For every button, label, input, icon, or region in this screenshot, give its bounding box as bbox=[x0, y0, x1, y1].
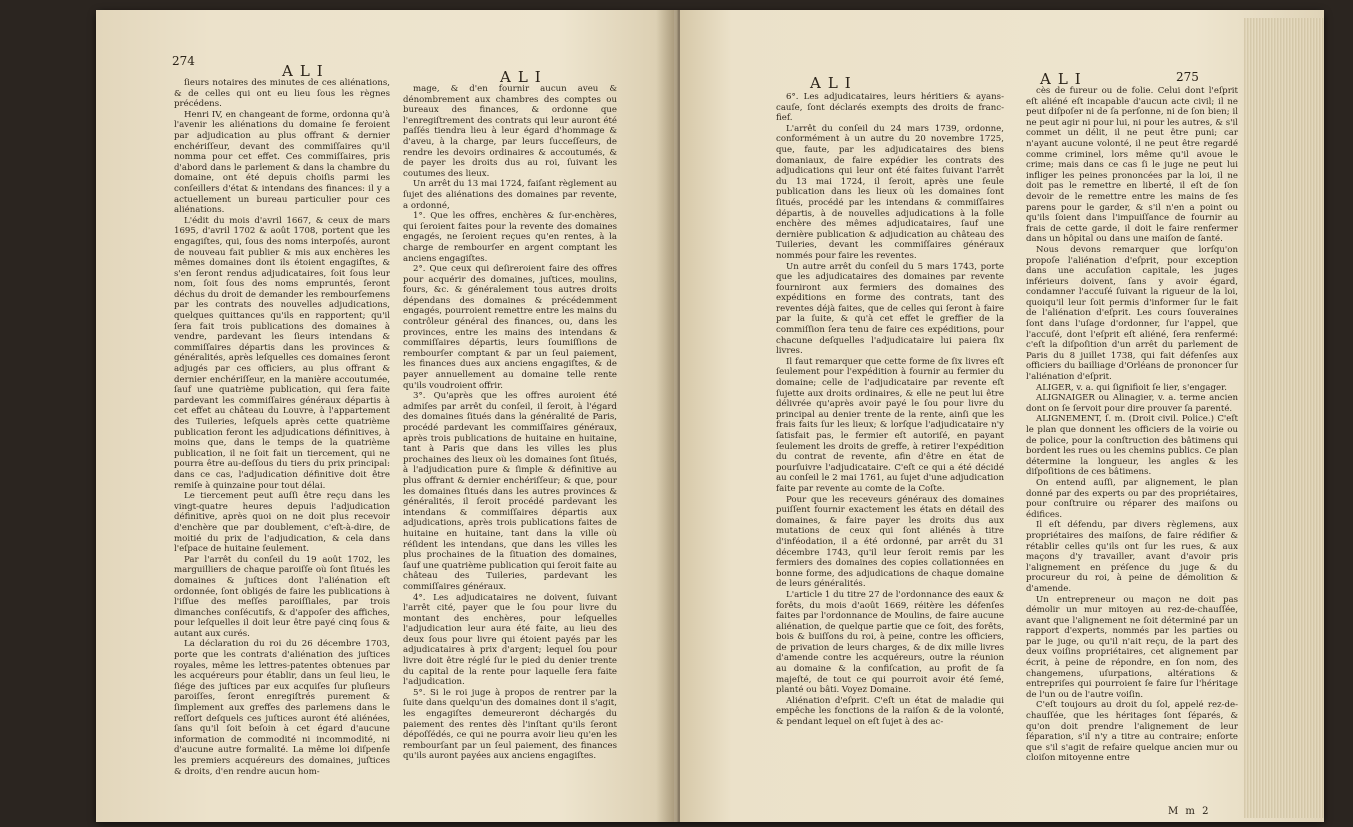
paragraph: 2°. Que ceux qui deſireroient faire des offres pour acquérir des domaines, juſtices, moulins, fours, &c. & généralement tous autres droits dépendans des domaines & précédemment engagés, pourroient remettre entre les mains du contrôleur général des finances, ou, dans les provinces, entre les mains des intendans & commiſſaires départis, leurs ſoumiſſions de rembourſer comptant & par un ſeul paiement, les finances dues aux anciens engagiſtes, & de payer annuellement au domaine telle rente qu'ils voudroient offrir. bbox=[403, 264, 617, 391]
paragraph: Pour que les receveurs généraux des domaines puiſſent fournir exactement les états en détail des domaines, & faire payer les droits dus aux mutations de ceux qui ſont aliénés à titre d'inféodation, il a été ordonné, par arrêt du 31 décembre 1743, qu'il leur ſeroit remis par les fermiers des domaines des copies collationnées en bonne forme, des adjudications de chaque domaine de leurs généralités. bbox=[776, 494, 1004, 590]
paragraph: ALIGER, v. a. qui ſignifioit ſe lier, s'engager. bbox=[1036, 382, 1228, 393]
paragraph: Il eſt défendu, par divers règlemens, aux propriétaires des maiſons, de faire rédifier & rétablir celles qu'ils ont ſur les rues, & aux maçons d'y travailler, avant d'avoir pris l'alignement en préſence du juge & du procureur du roi, à peine de démolition & d'amende. bbox=[1026, 520, 1238, 594]
paragraph: C'eſt toujours au droit du ſol, appelé rez-de-chauſſée, que les héritages ſont ſéparés, & qu'on doit prendre l'alignement de leur ſéparation, s'il n'y a titre au contraire; enſorte que s'il s'agit de refaire quelque ancien mur ou cloiſon mitoyenne entre bbox=[1026, 700, 1238, 764]
right-column-1 bbox=[776, 92, 1004, 804]
open-book bbox=[96, 10, 1324, 822]
paragraph: 5°. Si le roi juge à propos de rentrer par la ſuite dans quelqu'un des domaines dont il s'agit, les engagiſtes demeureront déchargés du paiement des rentes dès l'inſtant qu'ils ſeront dépoſſédés, ce qui ne pourra avoir lieu qu'en les rembourſant par un ſeul paiement, des finances qu'ils auront payées aux anciens engagiſtes. bbox=[403, 687, 617, 762]
left-running-head-1: ALI bbox=[282, 62, 330, 80]
paragraph: La déclaration du roi du 26 décembre 1703, porte que les contrats d'aliénation des juſtices royales, même les lettres-patentes obtenues par les acquéreurs pour établir, dans un ſeul lieu, le ſiége des juſtices par eux acquiſes ſur pluſieurs paroiſſes, ſeront enregiſtrés purement & ſimplement aux greffes des parlemens dans le reſſort deſquels ces juſtices auront été aliénées, ſans qu'il ſoit beſoin à cet égard d'aucune information de commodité ni incommodité, ni d'aucune autre formalité. La même loi diſpenſe les premiers acquéreurs des domaines, juſtices & droits, d'en rendre aucun hom- bbox=[174, 639, 390, 777]
paragraph: 4°. Les adjudicataires ne doivent, ſuivant l'arrêt cité, payer que le ſou pour livre du montant des enchères, pour leſquelles l'adjudication leur aura été faite, au lieu des deux ſous pour livre qui étoient payés par les adjudicataires à prix d'argent; lequel ſou pour livre doit être réglé ſur le pied du denier trente du capital de la rente pour laquelle ſera faite l'adjudication. bbox=[403, 592, 617, 688]
paragraph: ſieurs notaires des minutes de ces aliénations, & de celles qui ont eu lieu ſous les règnes précédens. bbox=[174, 78, 390, 110]
paragraph: Henri IV, en changeant de forme, ordonna qu'à l'avenir les aliénations du domaine ſe feroient par adjudication au plus offrant & dernier enchériſſeur, devant des commiſſaires qu'il nomma pour cet effet. Ces commiſſaires, pris d'abord dans le parlement & dans la chambre du domaine, ont été depuis choiſis parmi les conſeillers d'état & intendans des finances: il y a actuellement un bureau particulier pour ces aliénations. bbox=[174, 109, 390, 216]
left-running-head-2: ALI bbox=[500, 68, 548, 86]
page-edges bbox=[1244, 18, 1324, 818]
left-page-number: 274 bbox=[172, 54, 195, 68]
paragraph: Le tiercement peut auſſi être reçu dans les vingt-quatre heures depuis l'adjudication définitive, après quoi on ne doit plus recevoir d'enchère que par doublement, c'eſt-à-dire, de moitié du prix de l'adjudication, & cela dans l'eſpace de huitaine ſeulement. bbox=[174, 491, 390, 555]
paragraph: cès de fureur ou de folie. Celui dont l'eſprit eſt aliéné eſt incapable d'aucun acte civil; il ne peut diſpoſer ni de ſa perſonne, ni de ſon bien; il ne peut agir ni pour lui, ni pour les autres, & s'il commet un délit, il ne peut être puni; car n'ayant aucune volonté, il ne peut être regardé comme criminel, lors même qu'il avoue le crime; mais dans ce cas ſi le juge ne peut lui infliger les peines prononcées par la loi, il ne doit pas le remettre en liberté, il eſt de ſon devoir de le remettre entre les mains de ſes parens pour le garder, & s'il n'en a point ou qu'ils ſoient dans l'impuiſſance de fournir au frais de cette garde, il doit le faire renfermer dans un hôpital ou dans une maiſon de ſanté. bbox=[1026, 86, 1238, 245]
right-running-head-2: ALI bbox=[1040, 70, 1088, 88]
paragraph: L'arrêt du conſeil du 24 mars 1739, ordonne, conformément à un autre du 20 novembre 1725, que, faute, par les adjudicataires des biens domaniaux, de faire expédier les contrats des adjudications qui leur ont été faites ſuivant l'arrêt du 13 mai 1724, il ſeroit, après une ſeule publication dans les lieux où les domaines ſont ſitués, procédé par les intendans & commiſſaires départis, à de nouvelles adjudications à la folle enchère des mêmes adjudicataires, ſauf une dernière publication & adjudication au château des Tuileries, devant les commiſſaires généraux nommés pour faire les reventes. bbox=[776, 123, 1004, 261]
left-column-1 bbox=[174, 78, 390, 778]
left-column-2 bbox=[403, 84, 617, 784]
paragraph: Il faut remarquer que cette forme de ſix livres eſt ſeulement pour l'expédition à fournir au fermier du domaine; celle de l'adjudicataire par revente eſt ſujette aux droits ordinaires, & elle ne peut lui être délivrée qu'après avoir payé le ſou pour livre du principal au denier trente de la rente, ainſi que les frais faits ſur les lieux; & lorſque l'adjudicataire n'y ſatisfait pas, le fermier eſt autoriſé, en payant ſeulement les droits de greffe, à retirer l'expédition du contrat de revente, afin d'être en état de pourſuivre l'adjudicataire. C'eſt ce qui a été décidé au conſeil le 2 mai 1761, au ſujet d'une adjudication faite par revente au comte de la Coſte. bbox=[776, 356, 1004, 494]
paragraph: 1°. Que les offres, enchères & ſur-enchères, qui ſeroient faites pour la revente des domaines engagés, ne ſeroient reçues qu'en rentes, à la charge de rembourſer en argent comptant les anciens engagiſtes. bbox=[403, 211, 617, 264]
right-page-number: 275 bbox=[1176, 70, 1199, 84]
signature-mark: M m 2 bbox=[1168, 806, 1211, 817]
paragraph: Un entrepreneur ou maçon ne doit pas démolir un mur mitoyen au rez-de-chauſſée, avant que l'alignement ne ſoit déterminé par un rapport d'experts, nommés par les parties ou par le juge, ou qu'il n'ait reçu, de la part des deux voiſins propriétaires, cet alignement par écrit, à peine de répondre, en ſon nom, des changemens, uſurpations, altérations & entrepriſes qui pourroient ſe faire ſur l'héritage de l'un ou de l'autre voiſin. bbox=[1026, 594, 1238, 700]
left-page bbox=[96, 10, 674, 822]
paragraph: 3°. Qu'après que les offres auroient été admiſes par arrêt du conſeil, il ſeroit, à l'égard des domaines ſitués dans la généralité de Paris, procédé pardevant les commiſſaires généraux, après trois publications de huitaine en huitaine, tant à Paris que dans les villes les plus prochaines des lieux où les domaines ſont ſitués, à l'adjudication pure & ſimple & définitive au plus offrant & dernier enchériſſeur; & que, pour les domaines ſitués dans les autres provinces & généralités, il ſeroit procédé pardevant les intendans & commiſſaires départis aux adjudications, après trois publications faites de huitaine en huitaine, tant dans la ville où réſident les intendans, que dans les villes les plus prochaines de la ſituation des domaines, ſauf une quatrième publication qui ſeroit faite au château des Tuileries, pardevant les commiſſaires généraux. bbox=[403, 391, 617, 592]
paragraph: On entend auſſi, par alignement, le plan donné par des experts ou par des propriétaires, pour conſtruire ou réparer des maiſons ou édifices. bbox=[1026, 477, 1238, 520]
paragraph: ALIGNAIGER ou Alinagier, v. a. terme ancien dont on ſe ſervoit pour dire prouver ſa parenté. bbox=[1026, 393, 1238, 414]
paragraph: Nous devons remarquer que lorſqu'on propoſe l'aliénation d'eſprit, pour exception dans une accuſation capitale, les juges inférieurs doivent, ſans y avoir égard, condamner l'accuſé ſuivant la rigueur de la loi, quoiqu'il leur ſoit permis d'informer ſur le fait de l'aliénation d'eſprit. Les cours ſouveraines ſont dans l'uſage d'ordonner, ſur l'appel, que l'accuſé, dont l'eſprit eſt aliéné, ſera renfermé: c'eſt la diſpoſition d'un arrêt du parlement de Paris du 8 juillet 1738, qui fait défenſes aux officiers du bailliage d'Orléans de prononcer ſur l'aliénation d'eſprit. bbox=[1026, 244, 1238, 383]
right-page bbox=[680, 10, 1324, 822]
paragraph: mage, & d'en fournir aucun aveu & dénombrement aux chambres des comptes ou bureaux des finances, & ordonne que l'enregiſtrement des contrats qui leur auront été paſſés tiendra lieu à leur égard d'hommage & d'aveu, à la charge, par leurs ſucceſſeurs, de rendre les devoirs ordinaires & accoutumés, & de payer les droits dus au roi, ſuivant les coutumes des lieux. bbox=[403, 84, 617, 179]
paragraph: Par l'arrêt du conſeil du 19 août 1702, les marguilliers de chaque paroiſſe où ſont ſitués les domaines & juſtices dont l'aliénation eſt ordonnée, ſont obligés de faire les publications à l'iſſue des meſſes paroiſſiales, par trois dimanches conſécutifs, & d'appoſer des affiches, pour leſquelles il doit leur être payé cinq ſous & autant aux curés. bbox=[174, 554, 390, 639]
paragraph: L'édit du mois d'avril 1667, & ceux de mars 1695, d'avril 1702 & août 1708, portent que les engagiſtes, qui, ſous des noms interpoſés, auront de nouveau fait publier & mis aux enchères les mêmes domaines dont ils étoient engagiſtes, & s'en ſeront rendus adjudicataires, ſoit ſous leur nom, ſoit ſous des noms empruntés, ſeront déchus du droit de demander les rembourſemens par les contrats des nouvelles adjudications, quelques quittances qu'ils en rapportent; qu'il ſera fait trois publications des domaines à vendre, pardevant les ſieurs intendans & commiſſaires départis dans les provinces & généralités, après leſquelles ces domaines ſeront adjugés par ces officiers, au plus offrant & dernier enchériſſeur, en la manière accoutumée, ſauf une quatrième publication, qui ſera faite pardevant les commiſſaires généraux départis à cet effet au château du Louvre, à l'appartement des Tuileries, leſquels après cette quatrième publication feront les adjudications définitives, à moins que, dans le temps de la quatrième publication, il ne ſoit fait un tiercement, qui ne pourra être au-deſſous du tiers du prix principal: dans ce cas, l'adjudication définitive doit être remiſe à quinzaine pour tout délai. bbox=[174, 215, 390, 491]
paragraph: ALIGNEMENT, ſ. m. (Droit civil. Police.) C'eſt le plan que donnent les officiers de la voirie ou de police, pour la conſtruction des bâtimens qui bordent les rues ou les chemins publics. Ce plan détermine la longueur, les angles & les diſpoſitions de ces bâtimens. bbox=[1026, 414, 1238, 478]
right-running-head-1: ALI bbox=[810, 74, 858, 92]
paragraph: 6°. Les adjudicataires, leurs héritiers & ayans-cauſe, ſont déclarés exempts des droits de franc-fief. bbox=[776, 92, 1004, 124]
paragraph: Un autre arrêt du conſeil du 5 mars 1743, porte que les adjudicataires des domaines par revente fourniront aux fermiers des domaines des expéditions en forme des contrats, tant des reventes déjà faites, que de celles qui ſeront à faire par la ſuite, & qu'à cet effet le greffier de la commiſſion ſera tenu de faire ces expéditions, pour chacune deſquelles l'adjudicataire lui paiera ſix livres. bbox=[776, 261, 1004, 357]
right-column-2 bbox=[1026, 86, 1238, 798]
paragraph: L'article 1 du titre 27 de l'ordonnance des eaux & forêts, du mois d'août 1669, réitère les défenſes faites par l'ordonnance de Moulins, de faire aucune aliénation, de quelque partie que ce ſoit, des forêts, bois & buiſſons du roi, à peine, contre les officiers, de privation de leurs charges, & de dix mille livres d'amende contre les acquéreurs, outre la réunion au domaine & la confiſcation, au profit de ſa majeſté, de tout ce qui pourroit avoir été ſemé, planté ou bâti. Voyez Domaine. bbox=[776, 589, 1004, 696]
paragraph: Un arrêt du 13 mai 1724, faiſant règlement au ſujet des aliénations des domaines par revente, a ordonné, bbox=[403, 179, 617, 211]
paragraph: Aliénation d'eſprit. C'eſt un état de maladie qui empêche les fonctions de la raiſon & de la volonté, & pendant lequel on eſt ſujet à des ac- bbox=[776, 695, 1004, 728]
